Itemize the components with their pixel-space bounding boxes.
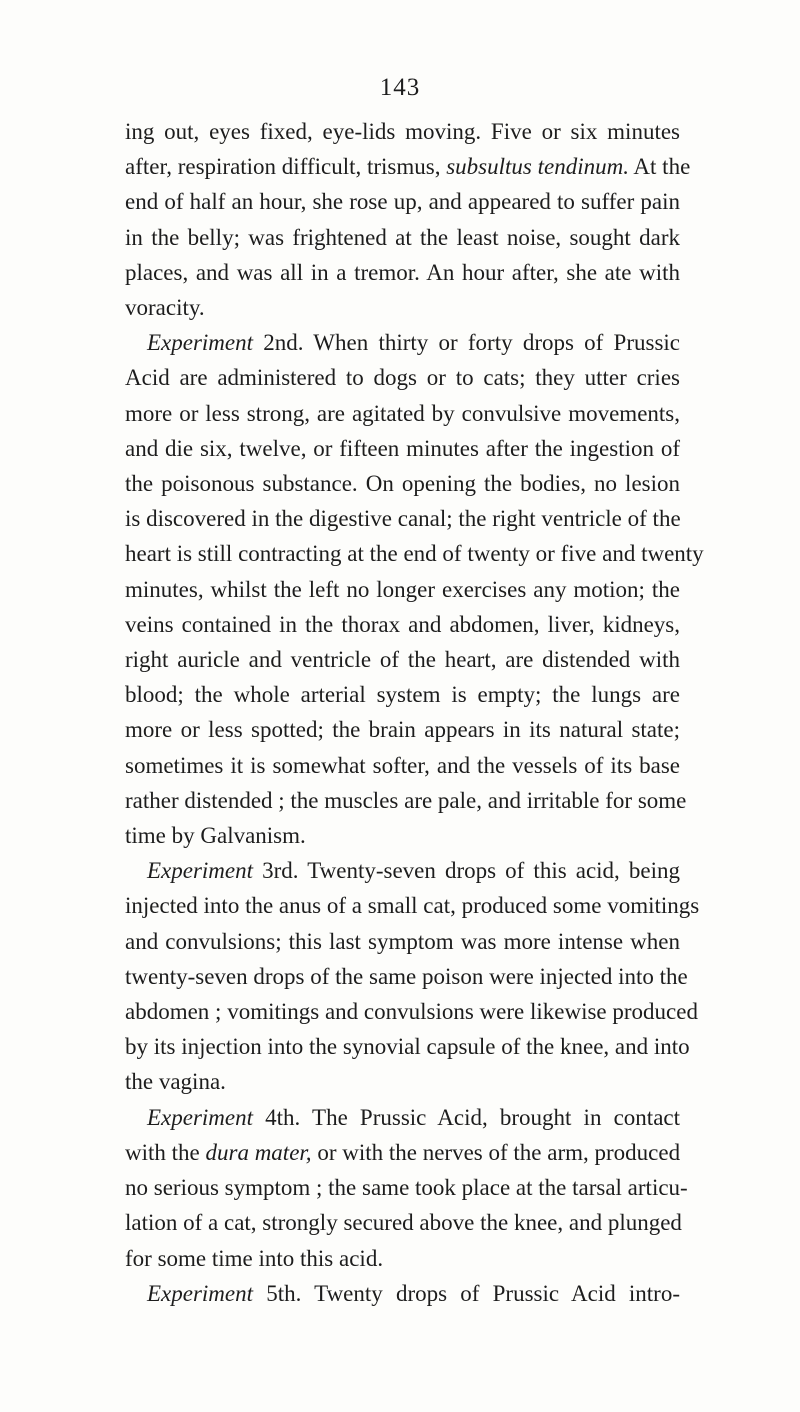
experiment-heading: Experiment — [147, 1104, 254, 1130]
line-text: and convulsions; this last symptom was more intense when — [125, 928, 680, 954]
text-line — [125, 114, 680, 149]
text-line — [125, 642, 680, 677]
line-text: twenty-seven drops of the same poison were injected into the — [125, 963, 688, 989]
line-text: is discovered in the digestive canal; the right ventricle of the — [125, 506, 681, 532]
line-text: the vagina. — [125, 1069, 226, 1095]
text-line — [125, 220, 680, 255]
text-line — [125, 1100, 680, 1135]
text-line — [125, 1135, 680, 1170]
line-text: lation of a cat, strongly secured above the knee, and plunged — [125, 1210, 682, 1236]
line-text: abdomen ; vomitings and convulsions were likewise produced — [125, 999, 698, 1025]
line-text: 2nd. When thirty or forty drops of Prussic — [253, 330, 680, 356]
text-line — [125, 466, 680, 501]
line-text: no serious symptom ; the same took place at the tarsal articu- — [125, 1175, 688, 1201]
text-line — [125, 783, 687, 818]
line-text: veins contained in the thorax and abdomen, liver, kidneys, — [125, 611, 680, 637]
line-text-tail: or with the nerves of the arm, produced — [311, 1139, 681, 1165]
line-text: 4th. The Prussic Acid, brought in contact — [253, 1104, 680, 1130]
experiment-heading: Experiment — [147, 330, 254, 356]
text-line — [125, 325, 680, 360]
text-line — [125, 396, 680, 431]
line-text: with the — [125, 1139, 206, 1165]
text-line — [125, 924, 680, 959]
line-text: blood; the whole arterial system is empty; the lungs are — [125, 682, 680, 708]
line-text-tail: At the — [628, 154, 691, 180]
line-text: time by Galvanism. — [125, 823, 306, 849]
text-line — [125, 431, 680, 466]
line-text: and die six, twelve, or fifteen minutes after the ingestion of — [125, 435, 680, 461]
text-line — [125, 1276, 680, 1311]
line-text: 3rd. Twenty-seven drops of this acid, being — [253, 858, 680, 884]
italic-term: subsultus tendinum. — [446, 154, 629, 180]
text-line — [125, 888, 700, 923]
line-text: after, respiration difficult, trismus, — [125, 154, 447, 180]
text-line — [125, 712, 680, 747]
text-line — [125, 959, 688, 994]
text-line — [125, 501, 680, 536]
text-line — [125, 1241, 680, 1276]
line-text: sometimes it is somewhat softer, and the vessels of its base — [125, 752, 680, 778]
text-line — [125, 748, 680, 783]
experiment-heading: Experiment — [147, 858, 254, 884]
text-line — [125, 853, 680, 888]
line-text: rather distended ; the muscles are pale, and irritable for some — [125, 787, 687, 813]
line-text: ing out, eyes fixed, eye-lids moving. Five or six minutes — [125, 119, 680, 144]
line-text: 5th. Twenty drops of Prussic Acid intro- — [253, 1280, 680, 1306]
page-number: 143 — [379, 74, 421, 101]
text-line — [125, 994, 698, 1029]
line-text: the poisonous substance. On opening the bodies, no lesion — [125, 471, 680, 497]
text-line — [125, 1205, 680, 1240]
text-line — [125, 255, 680, 290]
line-text: Acid are administered to dogs or to cats; they utter cries — [125, 365, 680, 391]
text-line — [125, 607, 680, 642]
line-text: for some time into this acid. — [125, 1245, 384, 1271]
text-line — [125, 536, 704, 571]
line-text: injected into the anus of a small cat, produced some vomitings — [125, 893, 700, 919]
line-text: more or less spotted; the brain appears in its natural state; — [125, 717, 680, 743]
text-line — [125, 677, 680, 712]
line-text: minutes, whilst the left no longer exercises any motion; the — [125, 576, 680, 602]
text-line — [125, 184, 680, 219]
text-line — [125, 290, 680, 325]
line-text: end of half an hour, she rose up, and appeared to suffer pain — [125, 189, 680, 215]
text-line — [125, 1029, 690, 1064]
line-text: by its injection into the synovial capsule of the knee, and into — [125, 1034, 690, 1060]
experiment-heading: Experiment — [147, 1280, 254, 1306]
italic-term: dura mater, — [205, 1139, 312, 1165]
line-text: places, and was all in a tremor. An hour after, she ate with — [125, 259, 680, 285]
text-line — [125, 572, 680, 607]
text-line — [125, 1064, 680, 1099]
line-text: in the belly; was frightened at the least noise, sought dark — [125, 224, 680, 250]
text-line — [125, 149, 691, 184]
line-text: voracity. — [125, 295, 205, 321]
text-line — [125, 818, 680, 853]
line-text: more or less strong, are agitated by convulsive movements, — [125, 400, 680, 426]
body-text — [125, 114, 704, 1311]
text-line — [125, 360, 680, 395]
line-text: heart is still contracting at the end of twenty or five and twenty — [125, 541, 704, 567]
text-line — [125, 1170, 688, 1205]
line-text: right auricle and ventricle of the heart, are distended with — [125, 647, 680, 673]
